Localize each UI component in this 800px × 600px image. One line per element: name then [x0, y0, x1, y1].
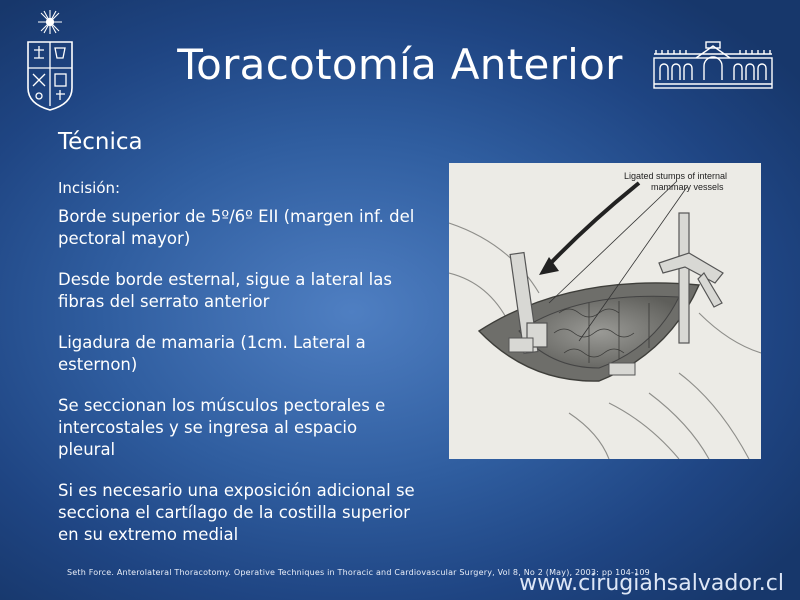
surgical-illustration	[449, 163, 761, 459]
slide-title: Toracotomía Anterior	[177, 40, 623, 89]
hospital-building-icon	[652, 40, 774, 92]
incision-label: Incisión:	[58, 179, 121, 197]
section-subtitle: Técnica	[58, 129, 143, 155]
figure-annotation-line1: Ligated stumps of internal	[624, 171, 728, 181]
bullet-item: Borde superior de 5º/6º EII (margen inf. del pectoral mayor)	[58, 207, 415, 248]
bullet-item: Se seccionan los músculos pectorales e intercostales y se ingresa al espacio pleural	[58, 396, 386, 459]
bullet-item: Desde borde esternal, sigue a lateral las fibras del serrato anterior	[58, 270, 392, 311]
bullet-item: Si es necesario una exposición adicional se secciona el cartílago de la costilla superior en su extremo medial	[58, 481, 415, 544]
figure-annotation-line2: mammary vessels	[651, 182, 724, 192]
website-url: www.cirugiahsalvador.cl	[519, 571, 784, 596]
bullet-item: Ligadura de mamaria (1cm. Lateral a esternon)	[58, 333, 366, 374]
citation: Seth Force. Anterolateral Thoracotomy. Operative Techniques in Thoracic and Cardiovascular Surgery, Vol 8, No 2 (May), 2003: pp 104-109	[67, 568, 650, 577]
technique-bullet-list	[58, 206, 418, 565]
